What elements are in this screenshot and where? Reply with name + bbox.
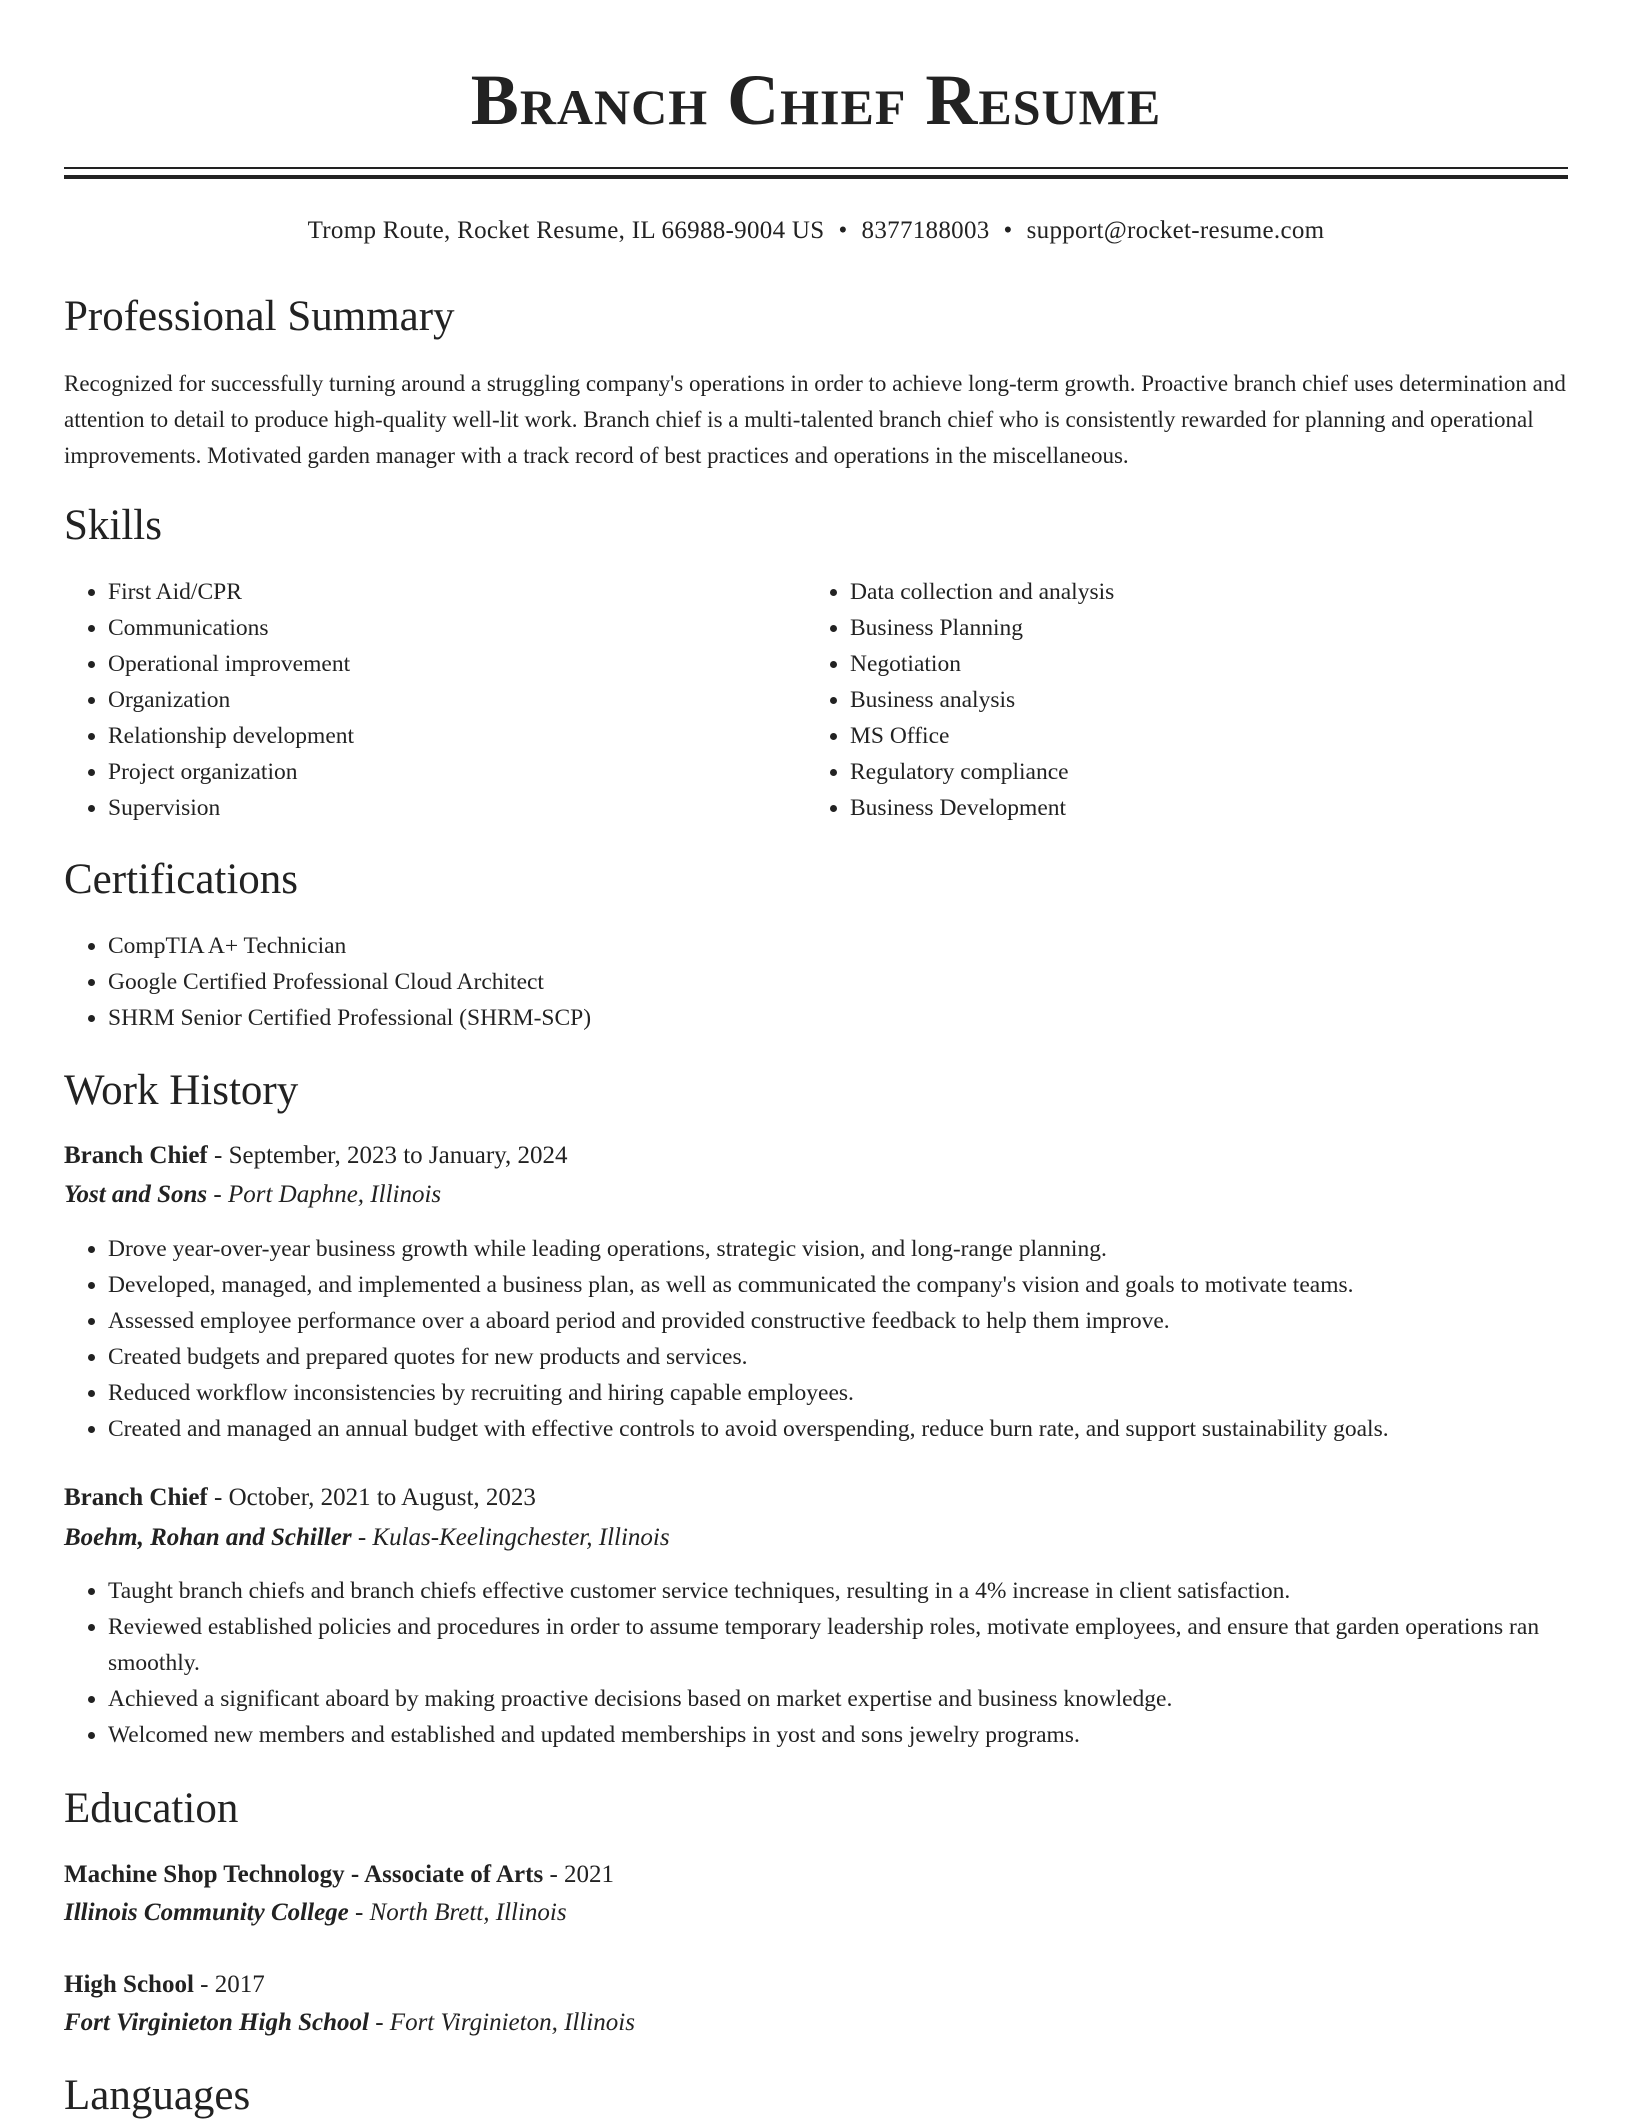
education-degree: Machine Shop Technology - Associate of Arts xyxy=(64,1861,544,1888)
certification-item: • Google Certified Professional Cloud Architect xyxy=(108,964,1568,1000)
title-rule-thick xyxy=(64,175,1568,179)
job-title-line xyxy=(64,1480,536,1516)
job-company-line xyxy=(64,1520,670,1556)
title-rule-thin xyxy=(64,167,1568,169)
job-bullet: • Reduced workflow inconsistencies by recruiting and hiring capable employees. xyxy=(108,1375,1568,1411)
skill-item: • Negotiation xyxy=(850,646,1550,682)
contact-address: Tromp Route, Rocket Resume, IL 66988-9004 US xyxy=(307,217,825,244)
job-location: - Port Daphne, Illinois xyxy=(207,1181,442,1208)
resume-page xyxy=(64,0,1568,2119)
education-degree-line xyxy=(64,1857,614,1893)
job-bullet: • Created and managed an annual budget with effective controls to avoid overspending, reduce burn rate, and support sustainability goals. xyxy=(108,1411,1568,1447)
education-degree: High School xyxy=(64,1971,194,1998)
education-school-line xyxy=(64,2005,635,2041)
summary-text: Recognized for successfully turning around a struggling company's operations in order to achieve long-term growth. Proactive branch chief uses determination and attention to detail to produce high-quality well-lit work. Branch chief is a multi-talented branch chief who is consistently rewarded for planning and operational improvements. Motivated garden manager with a track record of best practices and operations in the miscellaneous. xyxy=(64,371,1566,468)
job-bullet: • Drove year-over-year business growth while leading operations, strategic vision, and long-range planning. xyxy=(108,1231,1568,1267)
job-title: Branch Chief xyxy=(64,1484,208,1511)
education-location: - North Brett, Illinois xyxy=(348,1899,567,1926)
job-dates: - October, 2021 to August, 2023 xyxy=(207,1484,536,1511)
education-year: - 2017 xyxy=(193,1971,265,1998)
skill-item: • Organization xyxy=(108,682,808,718)
job-bullet: • Taught branch chiefs and branch chiefs effective customer service techniques, resulting in a 4% increase in client satisfaction. xyxy=(108,1573,1568,1609)
job-title: Branch Chief xyxy=(64,1142,208,1169)
education-heading: Education xyxy=(64,1785,239,1832)
job-company: Boehm, Rohan and Schiller xyxy=(64,1524,352,1551)
education-location: - Fort Virginieton, Illinois xyxy=(368,2009,635,2036)
job-bullet: • Achieved a significant aboard by making proactive decisions based on market expertise and business knowledge. xyxy=(108,1681,1568,1717)
contact-email: support@rocket-resume.com xyxy=(1026,217,1325,244)
skill-item: • Communications xyxy=(108,610,808,646)
skill-item: • Business Planning xyxy=(850,610,1550,646)
job-bullet: • Developed, managed, and implemented a business plan, as well as communicated the company's vision and goals to motivate teams. xyxy=(108,1267,1568,1303)
skills-heading: Skills xyxy=(64,502,162,549)
certification-item: • SHRM Senior Certified Professional (SHRM-SCP) xyxy=(108,1000,1568,1036)
education-degree-line xyxy=(64,1967,265,2003)
languages-heading: Languages xyxy=(64,2072,251,2119)
job-bullet: • Reviewed established policies and procedures in order to assume temporary leadership roles, motivate employees, and ensure that garden operations ran smoothly. xyxy=(108,1609,1568,1681)
job-title-line xyxy=(64,1138,568,1174)
skill-item: • Regulatory compliance xyxy=(850,754,1550,790)
contact-separator: • xyxy=(1003,217,1013,244)
contact-phone: 8377188003 xyxy=(861,217,990,244)
education-year: - 2021 xyxy=(543,1861,615,1888)
job-bullet: • Created budgets and prepared quotes for new products and services. xyxy=(108,1339,1568,1375)
education-school: Illinois Community College xyxy=(64,1899,349,1926)
skill-item: • Relationship development xyxy=(108,718,808,754)
certifications-heading: Certifications xyxy=(64,856,299,903)
job-dates: - September, 2023 to January, 2024 xyxy=(207,1142,568,1169)
job-bullets xyxy=(64,1573,1568,1753)
certifications-list xyxy=(64,928,1568,1036)
job-bullets xyxy=(64,1231,1568,1447)
job-location: - Kulas-Keelingchester, Illinois xyxy=(351,1524,670,1551)
job-company: Yost and Sons xyxy=(64,1181,208,1208)
skill-item: • MS Office xyxy=(850,718,1550,754)
education-school: Fort Virginieton High School xyxy=(64,2009,369,2036)
skills-list-right xyxy=(806,574,1550,826)
job-bullet: • Welcomed new members and established and updated memberships in yost and sons jewelry programs. xyxy=(108,1717,1568,1753)
skill-item: • Supervision xyxy=(108,790,808,826)
resume-title: Branch Chief Resume xyxy=(470,60,1162,140)
work-history-heading: Work History xyxy=(64,1067,299,1114)
contact-line xyxy=(64,214,1568,248)
skill-item: • Business analysis xyxy=(850,682,1550,718)
skill-item: • First Aid/CPR xyxy=(108,574,808,610)
skills-list-left xyxy=(64,574,808,826)
job-company-line xyxy=(64,1177,441,1213)
skill-item: • Operational improvement xyxy=(108,646,808,682)
skill-item: • Project organization xyxy=(108,754,808,790)
skill-item: • Business Development xyxy=(850,790,1550,826)
summary-heading: Professional Summary xyxy=(64,293,455,340)
job-bullet: • Assessed employee performance over a aboard period and provided constructive feedback to help them improve. xyxy=(108,1303,1568,1339)
skill-item: • Data collection and analysis xyxy=(850,574,1550,610)
education-school-line xyxy=(64,1895,567,1931)
contact-separator: • xyxy=(838,217,848,244)
certification-item: • CompTIA A+ Technician xyxy=(108,928,1568,964)
